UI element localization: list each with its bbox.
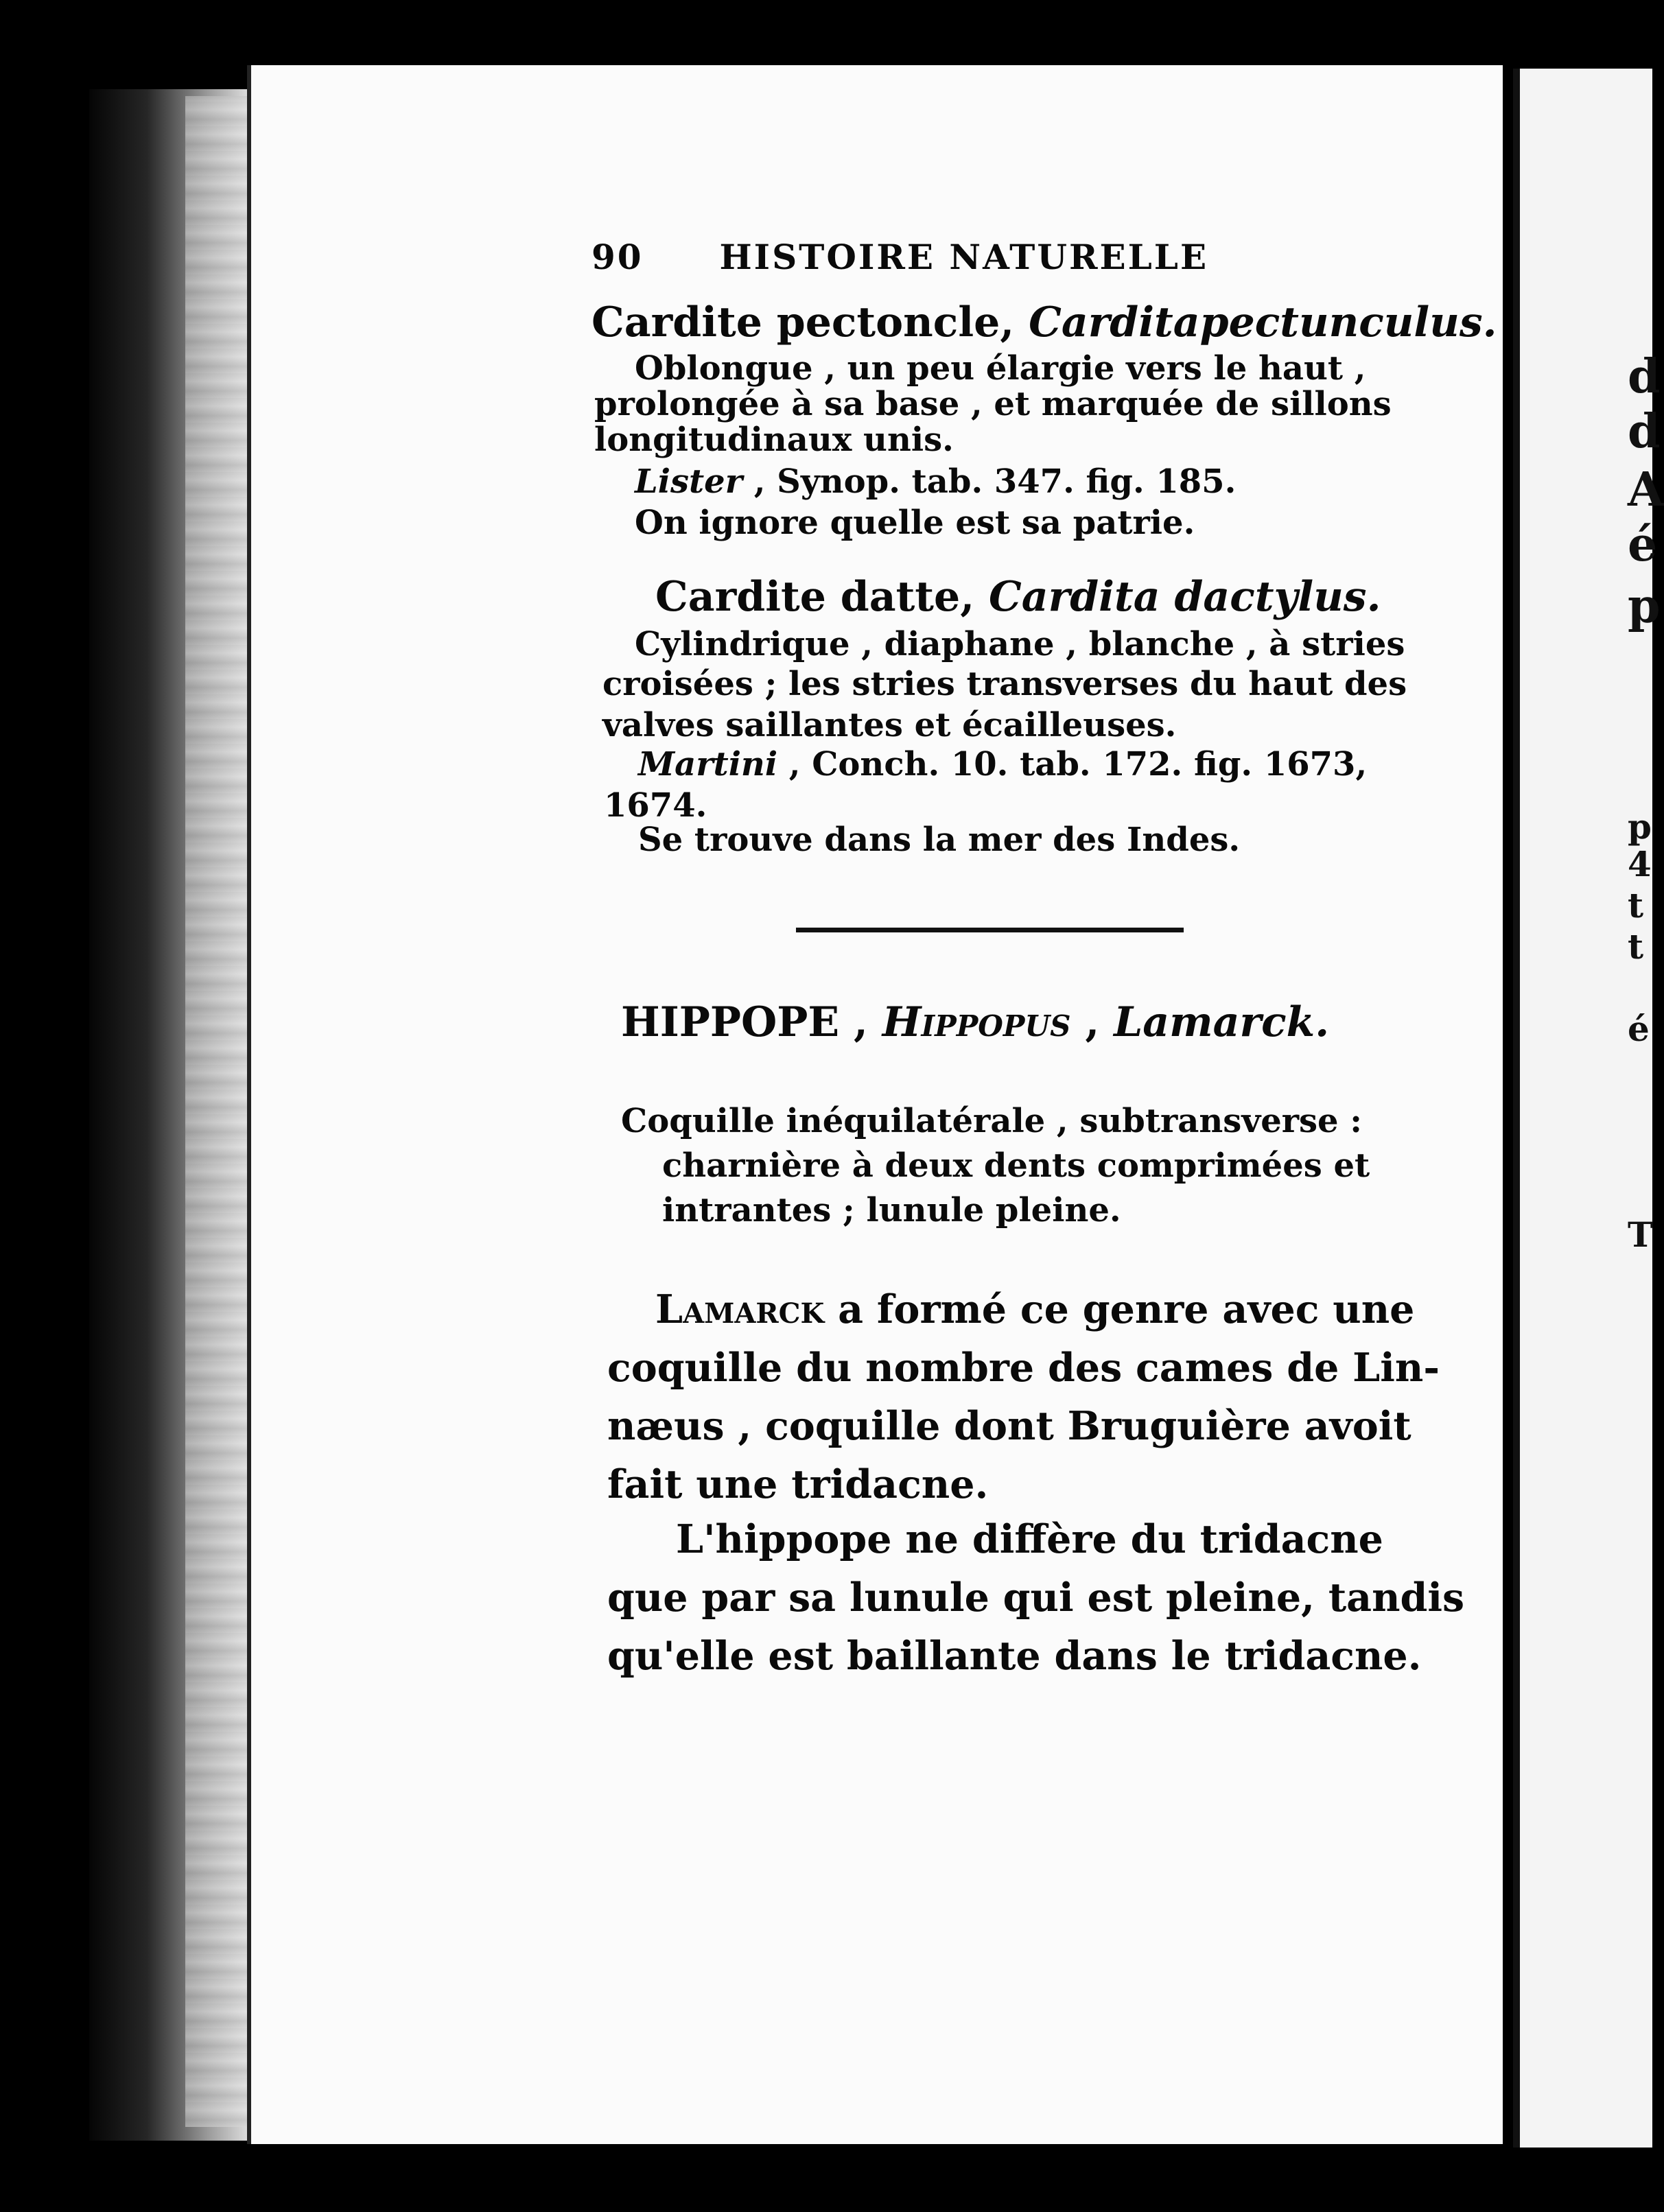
genus-heading: [621, 998, 1330, 1046]
reference-text: , Conch. 10. tab. 172. fig. 1673,: [788, 745, 1368, 784]
species-heading: [655, 573, 1381, 621]
section-divider: [796, 928, 1184, 932]
species-description-line: prolongée à sa base , et marquée de sillons: [594, 385, 1392, 423]
adjacent-page-letter: d: [1628, 404, 1661, 459]
species-description-line: Oblongue , un peu élargie vers le haut ,: [635, 349, 1366, 388]
adjacent-page-letter: A: [1628, 462, 1664, 517]
genus-character-line: intrantes ; lunule pleine.: [662, 1191, 1121, 1229]
species-description-line: croisées ; les stries transverses du haut des: [602, 665, 1407, 703]
species-reference: [635, 462, 1237, 501]
species-description-line: valves saillantes et écailleuses.: [602, 706, 1177, 744]
paragraph-line: L'hippope ne diffère du tridacne: [676, 1516, 1383, 1562]
page-number: 90: [591, 237, 644, 277]
species-habitat: On ignore quelle est sa patrie.: [635, 504, 1195, 542]
adjacent-page-letter: T: [1628, 1214, 1654, 1255]
genus-author: Lamarck.: [1114, 998, 1330, 1046]
reference-text: , Synop. tab. 347. fig. 185.: [753, 462, 1237, 501]
adjacent-page-letter: d: [1628, 349, 1661, 404]
adjacent-page-letter: é: [1628, 1009, 1650, 1049]
adjacent-page-letter: p: [1628, 579, 1661, 634]
paragraph-line: qu'elle est baillante dans le tridacne.: [607, 1633, 1422, 1679]
paragraph-line: næus , coquille dont Bruguière avoit: [607, 1403, 1411, 1449]
adjacent-page-letter: t: [1628, 926, 1644, 967]
species-heading: [591, 298, 1497, 346]
genus-character-line: Coquille inéquilatérale , subtransverse :: [621, 1102, 1363, 1140]
reference-author: Martini: [638, 745, 778, 784]
genus-name: HIPPOPE ,: [621, 998, 868, 1046]
genus-separator: ,: [1085, 998, 1100, 1046]
running-title: HISTOIRE NATURELLE: [719, 237, 1209, 277]
genus-latin: Hippopus: [882, 998, 1071, 1046]
species-latin: Carditapectunculus.: [1029, 298, 1497, 346]
species-latin: Cardita dactylus.: [988, 573, 1381, 621]
adjacent-page-letter: p: [1628, 806, 1652, 847]
paragraph-lead: Lamarck: [655, 1286, 825, 1332]
species-name: Cardite datte,: [655, 573, 975, 621]
running-head: [591, 237, 1209, 277]
adjacent-page-letter: é: [1628, 517, 1658, 572]
reference-author: Lister: [635, 462, 743, 501]
paragraph-line: coquille du nombre des cames de Lin-: [607, 1345, 1440, 1391]
species-name: Cardite pectoncle,: [591, 298, 1015, 346]
species-description-line: longitudinaux unis.: [594, 421, 954, 459]
paragraph-line: Lamarck a formé ce genre avec une: [655, 1286, 1415, 1332]
genus-character-line: charnière à deux dents comprimées et: [662, 1146, 1370, 1185]
paragraph-line: que par sa lunule qui est pleine, tandis: [607, 1575, 1465, 1621]
species-description-line: Cylindrique , diaphane , blanche , à stries: [635, 625, 1405, 663]
species-habitat: Se trouve dans la mer des Indes.: [638, 821, 1241, 859]
species-reference: [638, 745, 1368, 784]
adjacent-page-letter: 4: [1628, 844, 1652, 884]
paragraph-line: fait une tridacne.: [607, 1461, 989, 1507]
adjacent-page-letter: t: [1628, 885, 1644, 926]
species-reference-continued: 1674.: [604, 786, 707, 825]
